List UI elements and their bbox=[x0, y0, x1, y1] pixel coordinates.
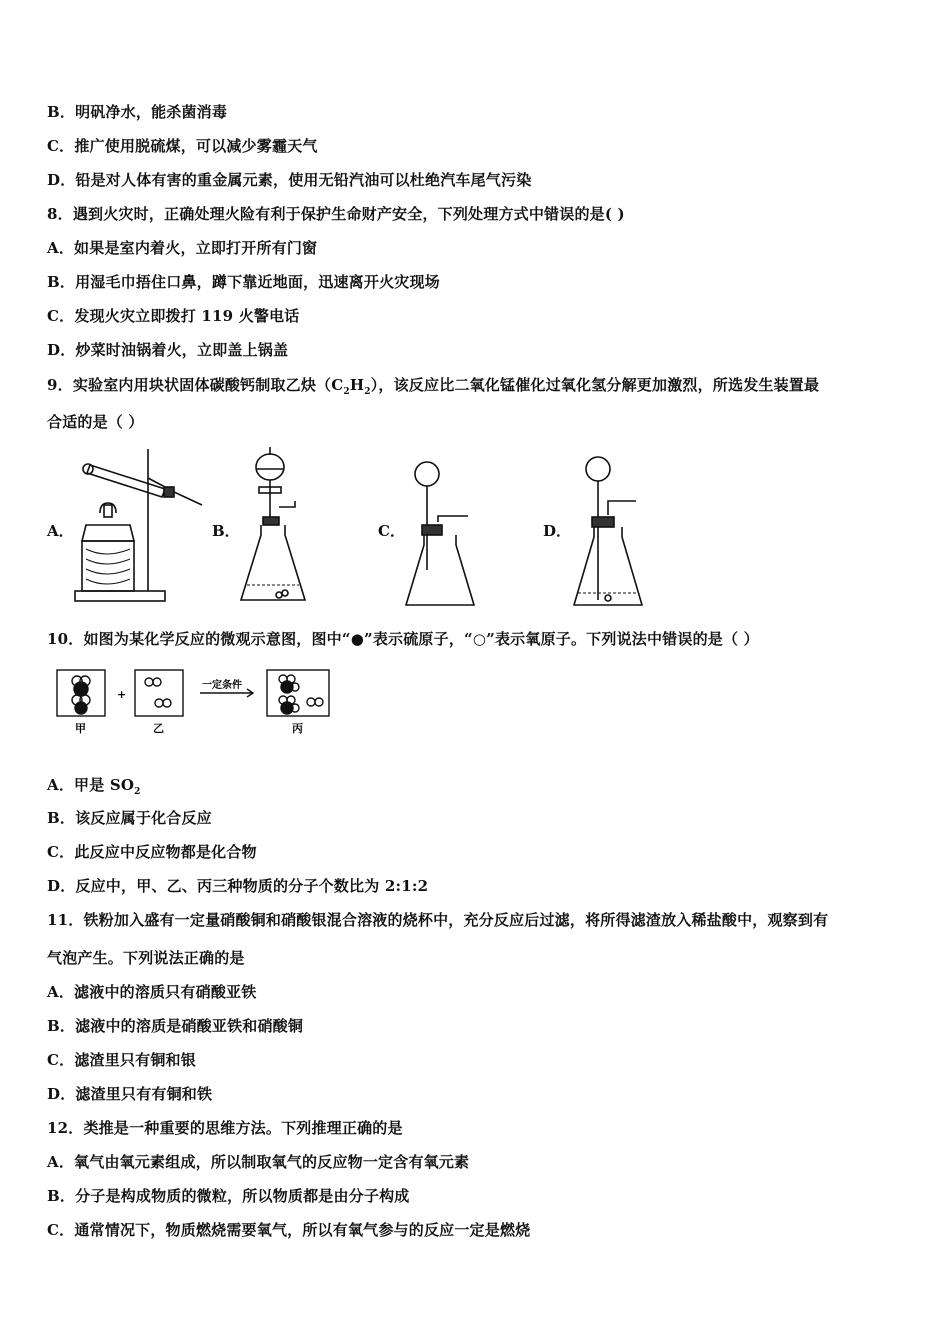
apparatus-b-diagram bbox=[235, 445, 315, 610]
q10-option-b: B．该反应属于化合反应 bbox=[47, 809, 212, 827]
q7-option-c: C．推广使用脱硫煤，可以减少雾霾天气 bbox=[47, 137, 318, 155]
q9-stem-line2: 合适的是（ ） bbox=[47, 413, 144, 431]
q7-option-d: D．铅是对人体有害的重金属元素，使用无铅汽油可以杜绝汽车尾气污染 bbox=[47, 171, 532, 189]
q10-stem: 10．如图为某化学反应的微观示意图，图中“●”表示硫原子，“○”表示氧原子。下列说法中错误的是（ ） bbox=[47, 630, 759, 648]
q10-option-d: D．反应中，甲、乙、丙三种物质的分子个数比为 2:1:2 bbox=[47, 877, 429, 895]
q9-label-a: A． bbox=[47, 522, 74, 540]
apparatus-d-diagram bbox=[568, 455, 648, 610]
q8-stem: 8．遇到火灾时，正确处理火险有利于保护生命财产安全，下列处理方式中错误的是( ) bbox=[47, 205, 625, 223]
label-jia: 甲 bbox=[75, 722, 86, 735]
q11-stem-line2: 气泡产生。下列说法正确的是 bbox=[47, 949, 245, 967]
label-bing: 丙 bbox=[292, 722, 303, 735]
q8-option-c: C．发现火灾立即拨打 119 火警电话 bbox=[47, 307, 300, 325]
plus-sign: + bbox=[117, 688, 127, 701]
q9-label-d: D． bbox=[543, 522, 572, 540]
q9-label-b: B． bbox=[212, 522, 240, 540]
q10-option-c: C．此反应中反应物都是化合物 bbox=[47, 843, 257, 861]
q9-label-c: C． bbox=[378, 522, 405, 540]
apparatus-a-diagram bbox=[70, 445, 205, 610]
q10-reaction-diagram bbox=[55, 668, 345, 740]
apparatus-c-diagram bbox=[400, 460, 480, 610]
q11-option-d: D．滤渣里只有有铜和铁 bbox=[47, 1085, 213, 1103]
q9-stem: 9．实验室内用块状固体碳酸钙制取乙炔$(C_2H_2)$，该反应比二氧化锰催化过氧化氢分解更加激烈，所选发生装置最 bbox=[47, 376, 820, 397]
q11-option-c: C．滤渣里只有铜和银 bbox=[47, 1051, 196, 1069]
q8-option-a: A．如果是室内着火，立即打开所有门窗 bbox=[47, 239, 318, 257]
q12-stem: 12．类推是一种重要的思维方法。下列推理正确的是 bbox=[47, 1119, 403, 1137]
box-bing bbox=[267, 670, 329, 716]
arrow-condition: 一定条件 bbox=[202, 680, 242, 691]
box-yi bbox=[135, 670, 183, 716]
q12-option-a: A．氧气由氧元素组成，所以制取氧气的反应物一定含有氧元素 bbox=[47, 1153, 470, 1171]
q12-option-c: C．通常情况下，物质燃烧需要氧气，所以有氧气参与的反应一定是燃烧 bbox=[47, 1221, 531, 1239]
q10-option-a: A．甲是 $SO_2$ bbox=[47, 776, 141, 797]
q7-option-b: B．明矾净水，能杀菌消毒 bbox=[47, 103, 228, 121]
q11-option-a: A．滤液中的溶质只有硝酸亚铁 bbox=[47, 983, 257, 1001]
q12-option-b: B．分子是构成物质的微粒，所以物质都是由分子构成 bbox=[47, 1187, 410, 1205]
label-yi: 乙 bbox=[153, 722, 164, 735]
q8-option-b: B．用湿毛巾捂住口鼻，蹲下靠近地面，迅速离开火灾现场 bbox=[47, 273, 440, 291]
q8-option-d: D．炒菜时油锅着火，立即盖上锅盖 bbox=[47, 341, 289, 359]
q11-option-b: B．滤液中的溶质是硝酸亚铁和硝酸铜 bbox=[47, 1017, 304, 1035]
q11-stem: 11．铁粉加入盛有一定量硝酸铜和硝酸银混合溶液的烧杯中，充分反应后过滤，将所得滤渣放入稀盐酸中，观察到有 bbox=[47, 911, 829, 929]
